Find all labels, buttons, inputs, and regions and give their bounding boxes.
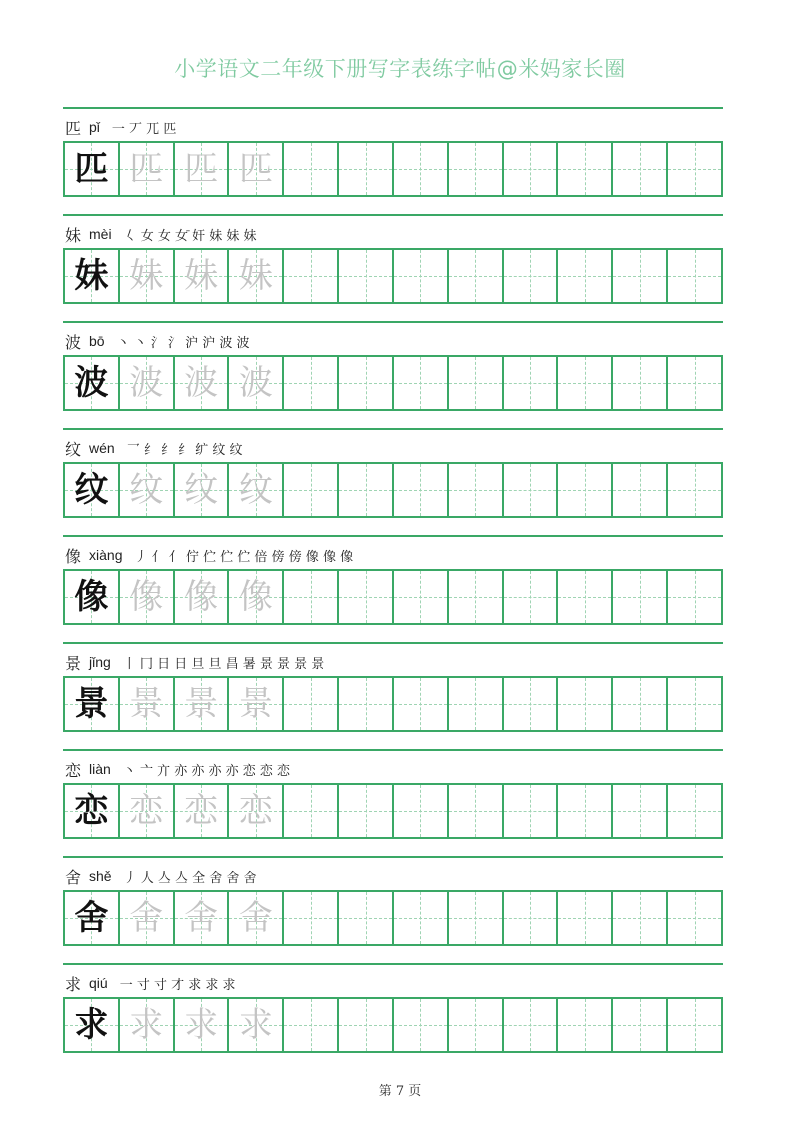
grid-cell	[229, 141, 284, 197]
guide-line-horizontal	[284, 490, 337, 491]
writing-grid	[63, 997, 723, 1053]
grid-cell	[175, 890, 230, 946]
char-label: 求	[65, 974, 82, 994]
grid-cell	[449, 141, 504, 197]
grid-cell	[175, 141, 230, 197]
guide-line-horizontal	[449, 704, 502, 705]
grid-cell	[394, 997, 449, 1053]
guide-line-horizontal	[558, 811, 611, 812]
grid-cell	[339, 676, 394, 732]
grid-cell	[449, 676, 504, 732]
grid-cell	[558, 997, 613, 1053]
row-divider	[63, 642, 723, 644]
trace-character: 匹	[129, 149, 164, 189]
stroke-order: 丶 丶 氵 氵 沪 沪 波 波	[116, 335, 250, 351]
grid-cell	[284, 248, 339, 304]
grid-cell	[339, 141, 394, 197]
grid-cell	[613, 890, 668, 946]
grid-cell	[120, 890, 175, 946]
model-character: 求	[74, 1005, 109, 1045]
guide-line-horizontal	[449, 597, 502, 598]
trace-character: 妹	[184, 256, 219, 296]
row-divider	[63, 321, 723, 323]
stroke-order: 丿 人 亼 亼 全 舍 舍 舍	[123, 870, 257, 886]
writing-grid	[63, 462, 723, 518]
guide-line-horizontal	[504, 276, 557, 277]
trace-character: 恋	[129, 791, 164, 831]
trace-character: 妹	[129, 256, 164, 296]
guide-line-horizontal	[394, 918, 447, 919]
row-info	[65, 864, 257, 888]
guide-line-horizontal	[668, 597, 721, 598]
grid-cell	[394, 890, 449, 946]
stroke-order: 𡿨 女 女 女̄ 奸 妹 妹 妹	[123, 228, 257, 244]
grid-cell	[613, 783, 668, 839]
grid-cell	[120, 569, 175, 625]
guide-line-horizontal	[613, 490, 666, 491]
model-character: 像	[74, 577, 109, 617]
grid-cell	[668, 890, 723, 946]
guide-line-horizontal	[504, 383, 557, 384]
guide-line-horizontal	[284, 918, 337, 919]
trace-character: 舍	[184, 898, 219, 938]
guide-line-horizontal	[339, 169, 392, 170]
grid-cell	[284, 997, 339, 1053]
grid-cell	[65, 141, 120, 197]
guide-line-horizontal	[558, 169, 611, 170]
grid-cell	[558, 676, 613, 732]
trace-character: 像	[129, 577, 164, 617]
pinyin-label: bō	[89, 333, 105, 349]
grid-cell	[504, 248, 559, 304]
trace-character: 波	[184, 363, 219, 403]
practice-row	[63, 642, 723, 749]
guide-line-horizontal	[504, 490, 557, 491]
grid-cell	[120, 462, 175, 518]
grid-cell	[120, 783, 175, 839]
row-info	[65, 650, 324, 674]
grid-cell	[558, 783, 613, 839]
guide-line-horizontal	[613, 276, 666, 277]
grid-cell	[504, 462, 559, 518]
guide-line-horizontal	[558, 918, 611, 919]
grid-cell	[613, 997, 668, 1053]
grid-cell	[613, 355, 668, 411]
grid-cell	[120, 141, 175, 197]
grid-cell	[668, 355, 723, 411]
grid-cell	[120, 248, 175, 304]
pinyin-label: jǐng	[89, 654, 111, 670]
trace-character: 舍	[238, 898, 273, 938]
guide-line-horizontal	[613, 704, 666, 705]
grid-cell	[65, 676, 120, 732]
guide-line-horizontal	[558, 704, 611, 705]
grid-cell	[504, 676, 559, 732]
guide-line-horizontal	[668, 490, 721, 491]
grid-cell	[504, 997, 559, 1053]
model-character: 纹	[74, 470, 109, 510]
grid-cell	[175, 462, 230, 518]
guide-line-horizontal	[449, 811, 502, 812]
guide-line-horizontal	[284, 597, 337, 598]
grid-cell	[339, 890, 394, 946]
grid-cell	[284, 890, 339, 946]
grid-cell	[449, 890, 504, 946]
grid-cell	[175, 997, 230, 1053]
grid-cell	[339, 569, 394, 625]
guide-line-horizontal	[613, 1025, 666, 1026]
guide-line-horizontal	[449, 276, 502, 277]
practice-row	[63, 535, 723, 642]
row-divider	[63, 749, 723, 751]
guide-line-horizontal	[339, 811, 392, 812]
grid-cell	[175, 569, 230, 625]
practice-row	[63, 856, 723, 963]
stroke-order: 一 丆 兀 匹	[111, 121, 177, 137]
guide-line-horizontal	[668, 383, 721, 384]
grid-cell	[120, 355, 175, 411]
writing-grid	[63, 569, 723, 625]
row-divider	[63, 856, 723, 858]
model-character: 匹	[74, 149, 109, 189]
grid-cell	[229, 569, 284, 625]
row-divider	[63, 963, 723, 965]
trace-character: 纹	[129, 470, 164, 510]
guide-line-horizontal	[558, 276, 611, 277]
grid-cell	[339, 997, 394, 1053]
grid-cell	[339, 462, 394, 518]
guide-line-horizontal	[284, 704, 337, 705]
guide-line-horizontal	[668, 276, 721, 277]
char-label: 纹	[65, 439, 82, 459]
grid-cell	[394, 676, 449, 732]
grid-cell	[120, 997, 175, 1053]
grid-cell	[175, 355, 230, 411]
trace-character: 波	[129, 363, 164, 403]
grid-cell	[65, 248, 120, 304]
grid-cell	[229, 890, 284, 946]
grid-cell	[668, 676, 723, 732]
guide-line-horizontal	[613, 169, 666, 170]
grid-cell	[504, 890, 559, 946]
guide-line-horizontal	[558, 383, 611, 384]
grid-cell	[558, 890, 613, 946]
guide-line-horizontal	[339, 276, 392, 277]
guide-line-horizontal	[394, 490, 447, 491]
trace-character: 求	[184, 1005, 219, 1045]
guide-line-horizontal	[394, 276, 447, 277]
grid-cell	[613, 676, 668, 732]
trace-character: 妹	[238, 256, 273, 296]
grid-cell	[229, 462, 284, 518]
grid-cell	[449, 569, 504, 625]
grid-cell	[394, 141, 449, 197]
grid-cell	[558, 141, 613, 197]
trace-character: 景	[129, 684, 164, 724]
guide-line-horizontal	[394, 597, 447, 598]
trace-character: 像	[184, 577, 219, 617]
model-character: 妹	[74, 256, 109, 296]
grid-cell	[284, 569, 339, 625]
trace-character: 求	[129, 1005, 164, 1045]
practice-row	[63, 321, 723, 428]
guide-line-horizontal	[284, 276, 337, 277]
guide-line-horizontal	[668, 1025, 721, 1026]
guide-line-horizontal	[558, 490, 611, 491]
trace-character: 纹	[238, 470, 273, 510]
model-character: 恋	[74, 791, 109, 831]
guide-line-horizontal	[449, 1025, 502, 1026]
writing-grid	[63, 676, 723, 732]
grid-cell	[394, 248, 449, 304]
guide-line-horizontal	[394, 169, 447, 170]
guide-line-horizontal	[504, 169, 557, 170]
practice-row	[63, 428, 723, 535]
guide-line-horizontal	[339, 1025, 392, 1026]
stroke-order: 乛 纟 纟 纟 纩 纹 纹	[126, 442, 243, 458]
grid-cell	[449, 355, 504, 411]
guide-line-horizontal	[613, 918, 666, 919]
guide-line-horizontal	[558, 1025, 611, 1026]
grid-cell	[449, 997, 504, 1053]
char-label: 波	[65, 332, 82, 352]
practice-row	[63, 107, 723, 214]
grid-cell	[65, 462, 120, 518]
grid-cell	[449, 248, 504, 304]
grid-cell	[394, 355, 449, 411]
guide-line-horizontal	[394, 704, 447, 705]
guide-line-horizontal	[339, 597, 392, 598]
trace-character: 像	[238, 577, 273, 617]
guide-line-horizontal	[284, 169, 337, 170]
practice-row	[63, 214, 723, 321]
guide-line-horizontal	[449, 918, 502, 919]
grid-cell	[65, 783, 120, 839]
grid-cell	[449, 783, 504, 839]
grid-cell	[284, 355, 339, 411]
grid-cell	[284, 783, 339, 839]
row-divider	[63, 535, 723, 537]
model-character: 波	[74, 363, 109, 403]
page-title: 小学语文二年级下册写字表练字帖@米妈家长圈	[174, 57, 626, 81]
guide-line-horizontal	[504, 811, 557, 812]
guide-line-horizontal	[504, 918, 557, 919]
guide-line-horizontal	[504, 597, 557, 598]
grid-cell	[394, 569, 449, 625]
guide-line-horizontal	[668, 918, 721, 919]
trace-character: 景	[184, 684, 219, 724]
grid-cell	[558, 569, 613, 625]
grid-cell	[613, 141, 668, 197]
grid-cell	[504, 569, 559, 625]
writing-grid	[63, 248, 723, 304]
pinyin-label: qiú	[89, 975, 108, 991]
guide-line-horizontal	[339, 490, 392, 491]
guide-line-horizontal	[558, 597, 611, 598]
guide-line-horizontal	[668, 169, 721, 170]
row-info	[65, 436, 243, 460]
trace-character: 波	[238, 363, 273, 403]
pinyin-label: shě	[89, 868, 112, 884]
grid-cell	[668, 462, 723, 518]
guide-line-horizontal	[504, 1025, 557, 1026]
trace-character: 舍	[129, 898, 164, 938]
grid-cell	[120, 676, 175, 732]
row-info	[65, 543, 353, 567]
row-info	[65, 115, 176, 139]
grid-cell	[668, 569, 723, 625]
guide-line-horizontal	[394, 811, 447, 812]
grid-cell	[284, 141, 339, 197]
grid-cell	[504, 141, 559, 197]
grid-cell	[65, 997, 120, 1053]
grid-cell	[613, 462, 668, 518]
guide-line-horizontal	[284, 811, 337, 812]
grid-cell	[558, 248, 613, 304]
grid-cell	[339, 355, 394, 411]
grid-cell	[449, 462, 504, 518]
guide-line-horizontal	[339, 383, 392, 384]
guide-line-horizontal	[613, 597, 666, 598]
pinyin-label: pǐ	[89, 119, 100, 135]
practice-rows	[63, 107, 723, 1070]
grid-cell	[558, 355, 613, 411]
page-number: 第 7 页	[378, 1084, 422, 1099]
grid-cell	[504, 783, 559, 839]
stroke-order: 丨 冂 日 日 旦 旦 昌 暑 景 景 景 景	[122, 656, 325, 672]
row-divider	[63, 428, 723, 430]
guide-line-horizontal	[504, 704, 557, 705]
char-label: 景	[65, 653, 82, 673]
row-divider	[63, 107, 723, 109]
guide-line-horizontal	[284, 383, 337, 384]
grid-cell	[668, 783, 723, 839]
grid-cell	[504, 355, 559, 411]
grid-cell	[339, 248, 394, 304]
char-label: 匹	[65, 118, 82, 138]
guide-line-horizontal	[449, 490, 502, 491]
grid-cell	[65, 569, 120, 625]
guide-line-horizontal	[394, 383, 447, 384]
grid-cell	[284, 676, 339, 732]
model-character: 景	[74, 684, 109, 724]
guide-line-horizontal	[339, 704, 392, 705]
char-label: 舍	[65, 867, 82, 887]
grid-cell	[229, 783, 284, 839]
trace-character: 景	[238, 684, 273, 724]
grid-cell	[175, 248, 230, 304]
char-label: 妹	[65, 225, 82, 245]
practice-row	[63, 963, 723, 1070]
pinyin-label: xiàng	[89, 547, 123, 563]
writing-grid	[63, 141, 723, 197]
trace-character: 恋	[184, 791, 219, 831]
stroke-order: 一 寸 寸 才 求 求 求	[119, 977, 236, 993]
practice-row	[63, 749, 723, 856]
grid-cell	[613, 248, 668, 304]
trace-character: 求	[238, 1005, 273, 1045]
trace-character: 匹	[184, 149, 219, 189]
grid-cell	[558, 462, 613, 518]
char-label: 像	[65, 546, 82, 566]
grid-cell	[284, 462, 339, 518]
grid-cell	[339, 783, 394, 839]
guide-line-horizontal	[613, 811, 666, 812]
guide-line-horizontal	[613, 383, 666, 384]
writing-grid	[63, 783, 723, 839]
guide-line-horizontal	[668, 704, 721, 705]
grid-cell	[229, 248, 284, 304]
grid-cell	[229, 355, 284, 411]
guide-line-horizontal	[394, 1025, 447, 1026]
grid-cell	[668, 248, 723, 304]
guide-line-horizontal	[449, 169, 502, 170]
row-info	[65, 757, 290, 781]
grid-cell	[668, 141, 723, 197]
guide-line-horizontal	[339, 918, 392, 919]
writing-grid	[63, 890, 723, 946]
pinyin-label: liàn	[89, 761, 111, 777]
grid-cell	[229, 676, 284, 732]
row-info	[65, 222, 257, 246]
stroke-order: 丿 亻 亻 佇 伫 伫 伫 倍 傍 傍 像 像 像	[134, 549, 354, 565]
row-info	[65, 971, 236, 995]
pinyin-label: wén	[89, 440, 115, 456]
row-divider	[63, 214, 723, 216]
grid-cell	[394, 783, 449, 839]
grid-cell	[613, 569, 668, 625]
char-label: 恋	[65, 760, 82, 780]
guide-line-horizontal	[668, 811, 721, 812]
grid-cell	[175, 783, 230, 839]
grid-cell	[65, 890, 120, 946]
guide-line-horizontal	[284, 1025, 337, 1026]
grid-cell	[668, 997, 723, 1053]
trace-character: 匹	[238, 149, 273, 189]
guide-line-horizontal	[449, 383, 502, 384]
row-info	[65, 329, 250, 353]
grid-cell	[65, 355, 120, 411]
stroke-order: 丶 亠 亣 亦 亦 亦 亦 恋 恋 恋	[122, 763, 291, 779]
trace-character: 纹	[184, 470, 219, 510]
grid-cell	[394, 462, 449, 518]
pinyin-label: mèi	[89, 226, 112, 242]
trace-character: 恋	[238, 791, 273, 831]
grid-cell	[229, 997, 284, 1053]
writing-grid	[63, 355, 723, 411]
model-character: 舍	[74, 898, 109, 938]
grid-cell	[175, 676, 230, 732]
